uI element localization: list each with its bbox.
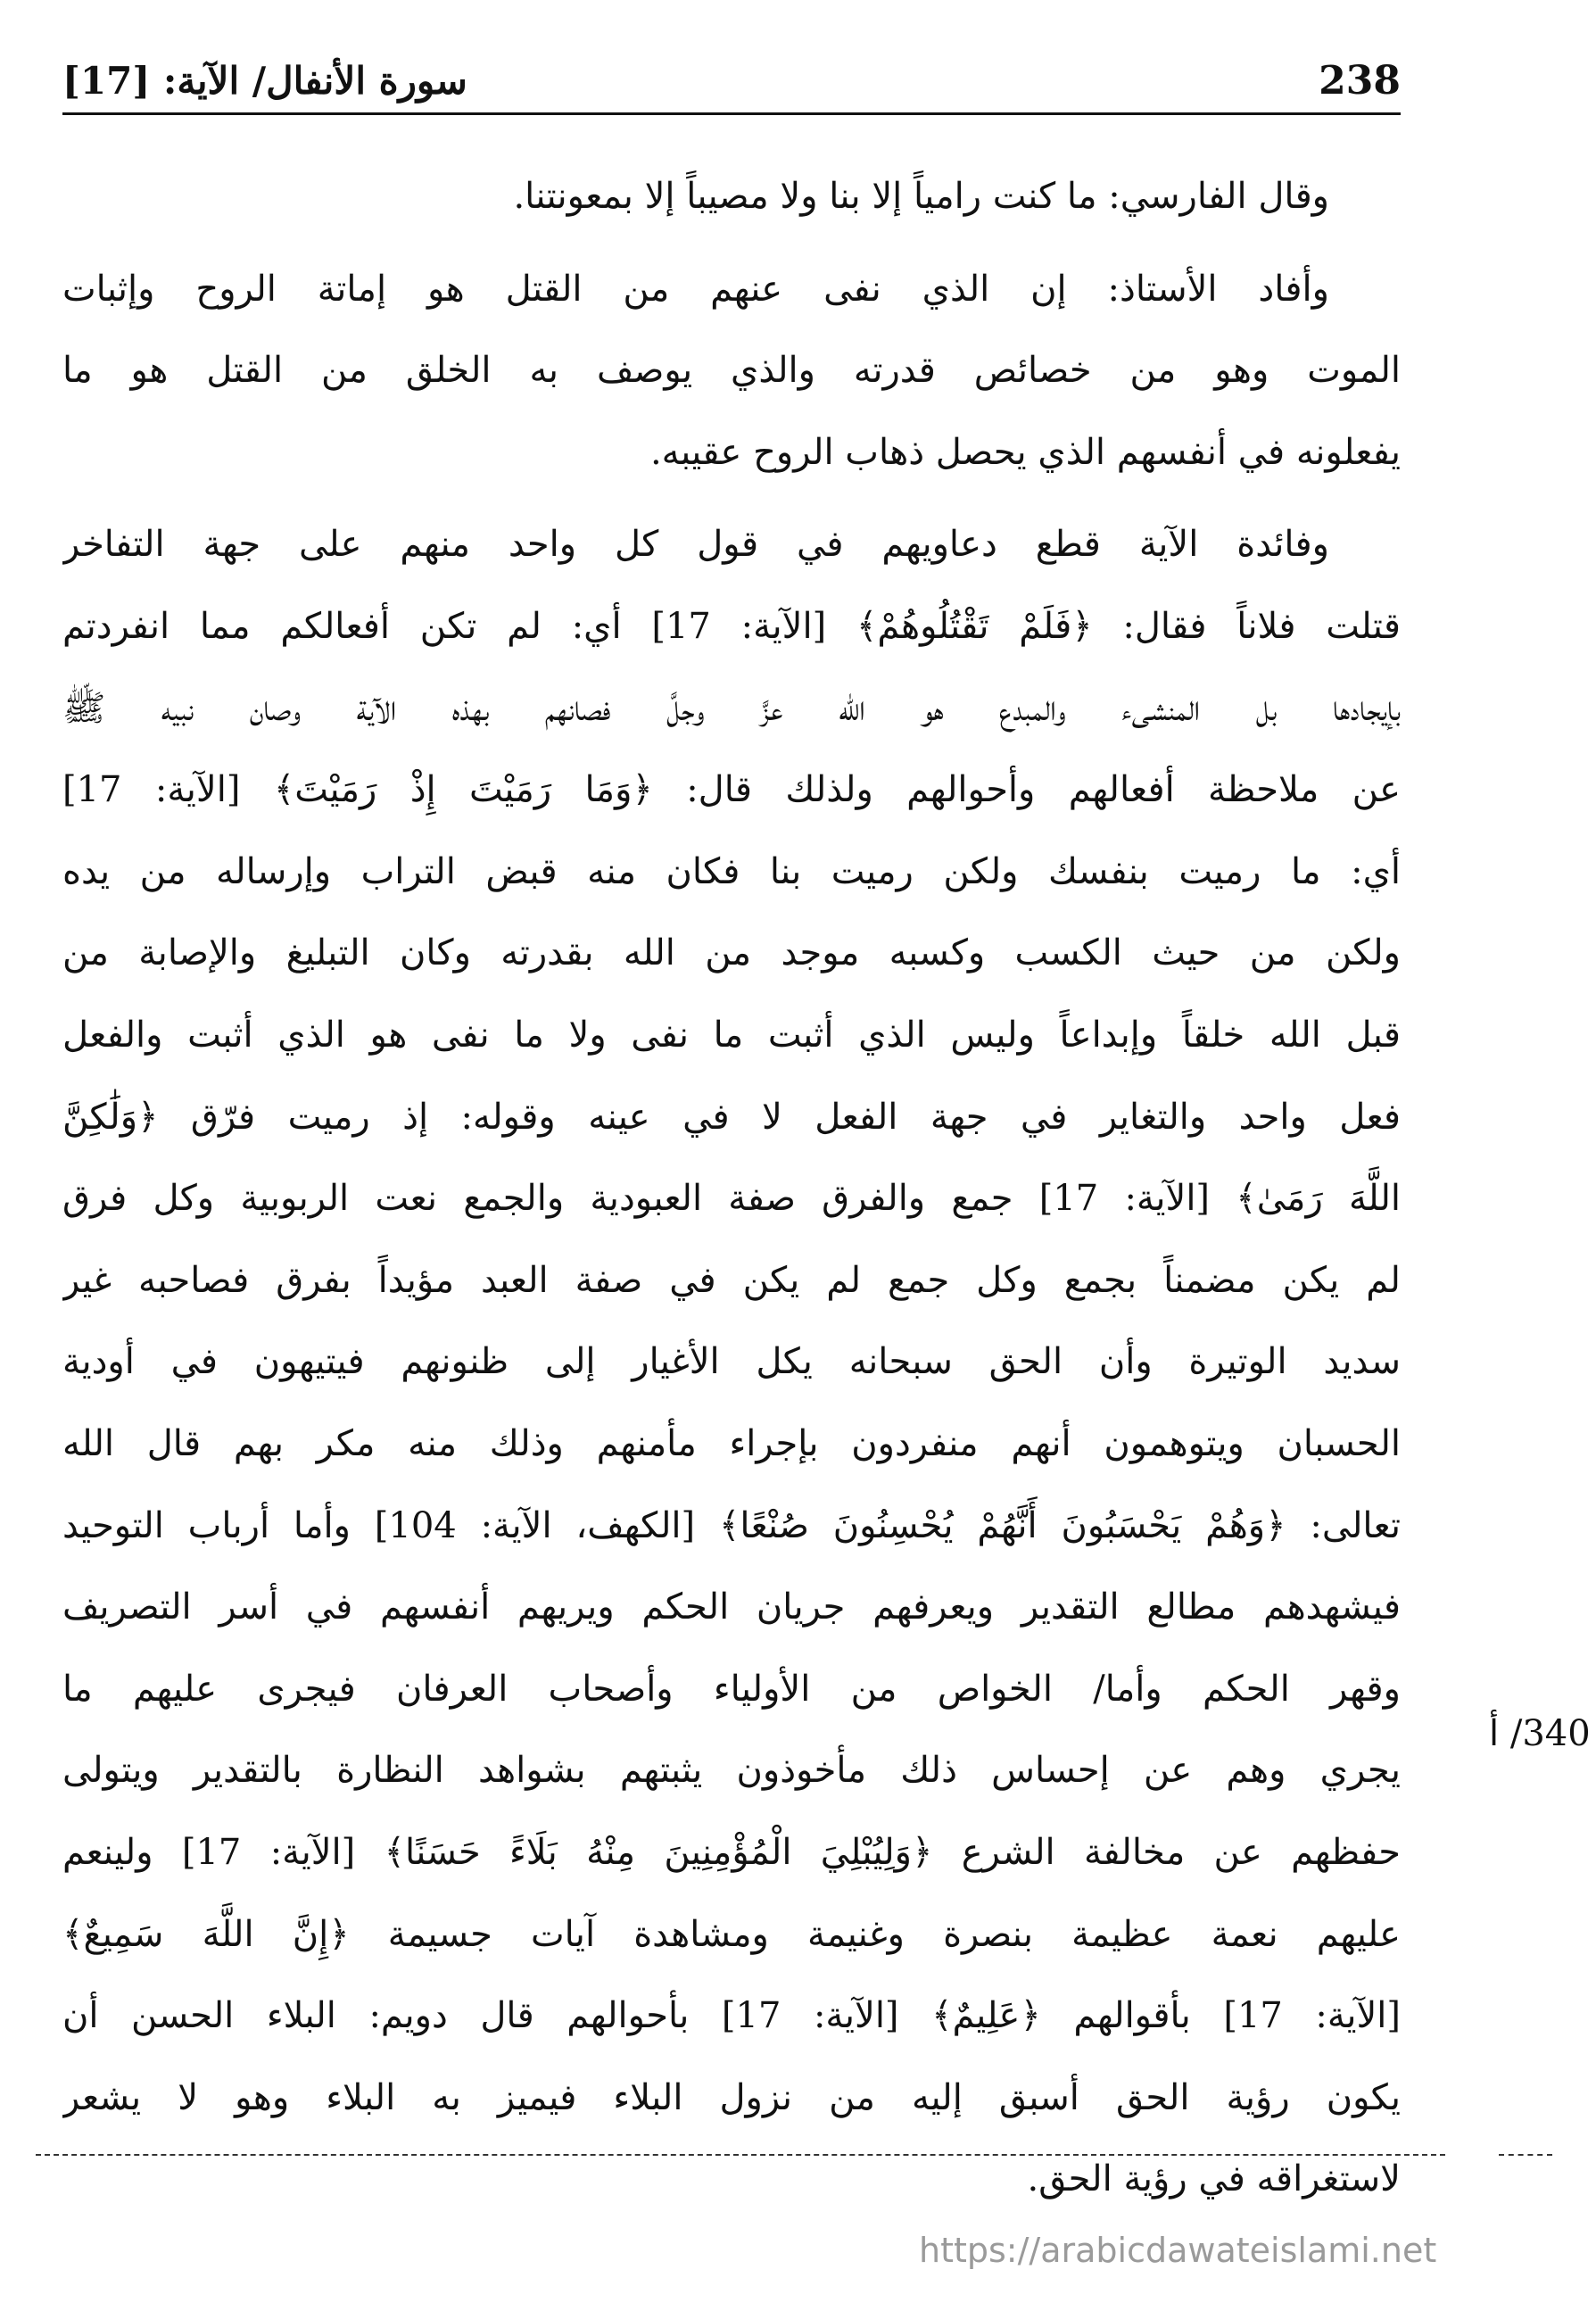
text-line: ولكن من حيث الكسب وكسبه موجد من الله بقدرته وكان التبليغ والإصابة من (62, 932, 1401, 974)
strikethrough-line (36, 2154, 1445, 2156)
text-line: حفظهم عن مخالفة الشرع ﴿وَلِيُبْلِيَ الْمُؤْمِنِينَ مِنْهُ بَلَاءً حَسَنًا﴾ [الآية: 17] ولينعم (62, 1832, 1401, 1873)
text-line: اللَّهَ رَمَىٰ﴾ [الآية: 17] جمع والفرق صفة العبودية والجمع نعت الربوبية وكل فرق (62, 1178, 1401, 1220)
text-line: عليهم نعمة عظيمة بنصرة وغنيمة ومشاهدة آيات جسيمة ﴿إِنَّ اللَّهَ سَمِيعٌ﴾ (62, 1913, 1401, 1955)
watermark-url: https://arabicdawateislami.net (919, 2231, 1437, 2270)
text-line: قبل الله خلقاً وإبداعاً وليس الذي أثبت ما نفى ولا ما نفى هو الذي أثبت والفعل (62, 1015, 1401, 1056)
text-line: يفعلونه في أنفسهم الذي يحصل ذهاب الروح عقيبه. (649, 431, 1401, 473)
text-line: قتلت فلاناً فقال: ﴿فَلَمْ تَقْتُلُوهُمْ﴾ [الآية: 17] أي: لم تكن أفعالكم مما انفردتم (62, 606, 1401, 647)
text-line: وقهر الحكم وأما/ الخواص من الأولياء وأصحاب العرفان فيجرى عليهم ما (62, 1668, 1401, 1710)
text-line: بإيجادها بل المنشىء والمبدع هو الله عزَّ وجلَّ فصانهم بهذه الآية وصان نبيه ﷺ (62, 687, 1401, 729)
text-line: لاستغراقه في رؤية الحق. (1027, 2158, 1401, 2200)
text-line: تعالى: ﴿وَهُمْ يَحْسَبُونَ أَنَّهُمْ يُحْسِنُونَ صُنْعًا﴾ [الكهف، الآية: 104] وأما أرباب التوحيد (62, 1504, 1401, 1546)
surah-reference: سورة الأنفال/ الآية: [17] (62, 59, 467, 103)
text-line: يجري وهم عن إحساس ذلك مأخوذون يثبتهم بشواهد النظارة بالتقدير ويتولى (62, 1750, 1401, 1792)
text-line: وأفاد الأستاذ: إن الذي نفى عنهم من القتل هو إماتة الروح وإثبات (62, 268, 1329, 310)
header-rule (62, 112, 1401, 115)
text-line: عن ملاحظة أفعالهم وأحوالهم ولذلك قال: ﴿وَمَا رَمَيْتَ إِذْ رَمَيْتَ﴾ [الآية: 17] (62, 769, 1401, 811)
margin-dash (1499, 2154, 1552, 2156)
text-line: الموت وهو من خصائص قدرته والذي يوصف به الخلق من القتل هو ما (62, 350, 1401, 392)
manuscript-folio-marker: 340/ أ (1489, 1713, 1591, 1754)
text-line: وفائدة الآية قطع دعاويهم في قول كل واحد منهم على جهة التفاخر (62, 524, 1329, 566)
text-line: وقال الفارسي: ما كنت رامياً إلا بنا ولا مصيباً إلا بمعونتنا. (513, 176, 1329, 217)
text-line: يكون رؤية الحق أسبق إليه من نزول البلاء فيميز به البلاء وهو لا يشعر (62, 2076, 1401, 2118)
text-line: فعل واحد والتغاير في جهة الفعل لا في عينه وقوله: إذ رميت فرّق ﴿وَلَٰكِنَّ (62, 1096, 1401, 1138)
running-head (62, 54, 1401, 109)
text-line: سديد الوتيرة وأن الحق سبحانه يكل الأغيار إلى ظنونهم فيتيهون في أودية (62, 1341, 1401, 1383)
text-line: فيشهدهم مطالع التقدير ويعرفهم جريان الحكم ويريهم أنفسهم في أسر التصريف (62, 1586, 1401, 1628)
text-line: الحسبان ويتوهمون أنهم منفردون بإجراء مأمنهم وذلك منه مكر بهم قال الله (62, 1423, 1401, 1464)
text-line: لم يكن مضمناً بجمع وكل جمع لم يكن في صفة العبد مؤيداً بفرق فصاحبه غير (62, 1259, 1401, 1301)
page-number: 238 (1319, 58, 1401, 104)
text-line: أي: ما رميت بنفسك ولكن رميت بنا فكان منه قبض التراب وإرساله من يده (62, 850, 1401, 892)
text-line: [الآية: 17] بأقوالهم ﴿عَلِيمٌ﴾ [الآية: 17] بأحوالهم قال دويم: البلاء الحسن أن (62, 1995, 1401, 2037)
